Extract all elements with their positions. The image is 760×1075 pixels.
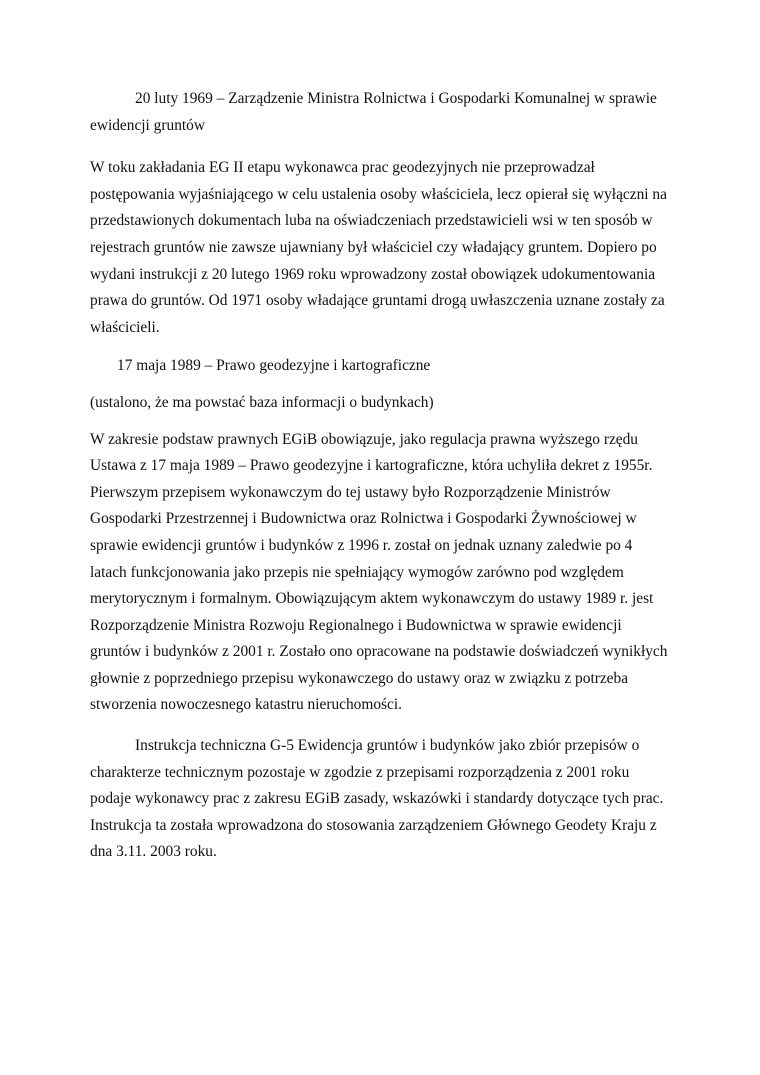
- document-page: [90, 86, 672, 866]
- paragraph-eg-ii: W toku zakładania EG II etapu wykonawca prac geodezyjnych nie przeprowadzał postępowania wyjaśniającego w celu ustalenia osoby właściciela, lecz opierał się wyłączni na przedstawionych dokumentach luba na oświadczeniach przedstawicieli wsi w ten sposób w rejestrach gruntów nie zawsze ujawniany był właściciel czy władający gruntem. Dopiero po wydani instrukcji z 20 lutego 1969 roku wprowadzony został obowiązek udokumentowania prawa do gruntów. Od 1971 osoby władające gruntami drogą uwłaszczenia uznane zostały za właścicieli.: [90, 159, 667, 336]
- paragraph-g5-instruction: Instrukcja techniczna G-5 Ewidencja gruntów i budynków jako zbiór przepisów o charakterze technicznym pozostaje w zgodzie z przepisami rozporządzenia z 2001 roku podaje wykonawcy prac z zakresu EGiB zasady, wskazówki i standardy dotyczące tych prac. Instrukcja ta została wprowadzona do stosowania zarządzeniem Głównego Geodety Kraju z dna 3.11. 2003 roku.: [90, 737, 664, 861]
- paragraph-egib-legal: W zakresie podstaw prawnych EGiB obowiązuje, jako regulacja prawna wyższego rzędu Ustawa z 17 maja 1989 – Prawo geodezyjne i kartograficzne, która uchyliła dekret z 1955r. Pierwszym przepisem wykonawczym do tej ustawy było Rozporządzenie Ministrów Gospodarki Przestrzennej i Budownictwa oraz Rolnictwa i Gospodarki Żywnościowej w sprawie ewidencji gruntów i budynków z 1996 r. został on jednak uznany zaledwie po 4 latach funkcjonowania jako przepis nie spełniający wymogów zarówno pod względem merytorycznym i formalnym. Obowiązującym aktem wykonawczym do ustawy 1989 r. jest Rozporządzenie Ministra Rozwoju Regionalnego i Budownictwa w sprawie ewidencji gruntów i budynków z 2001 r. Zostało ono opracowane na podstawie doświadczeń wynikłych głownie z poprzedniego przepisu wykonawczego do ustawy oraz w związku z potrzeba stworzenia nowoczesnego katastru nieruchomości.: [90, 430, 668, 714]
- note-buildings-base: (ustalono, że ma powstać baza informacji o budynkach): [90, 393, 434, 411]
- heading-1969: 20 luty 1969 – Zarządzenie Ministra Rolnictwa i Gospodarki Komunalnej w sprawie ewidencji gruntów: [90, 90, 657, 134]
- heading-1989: 17 maja 1989 – Prawo geodezyjne i kartograficzne: [117, 357, 431, 375]
